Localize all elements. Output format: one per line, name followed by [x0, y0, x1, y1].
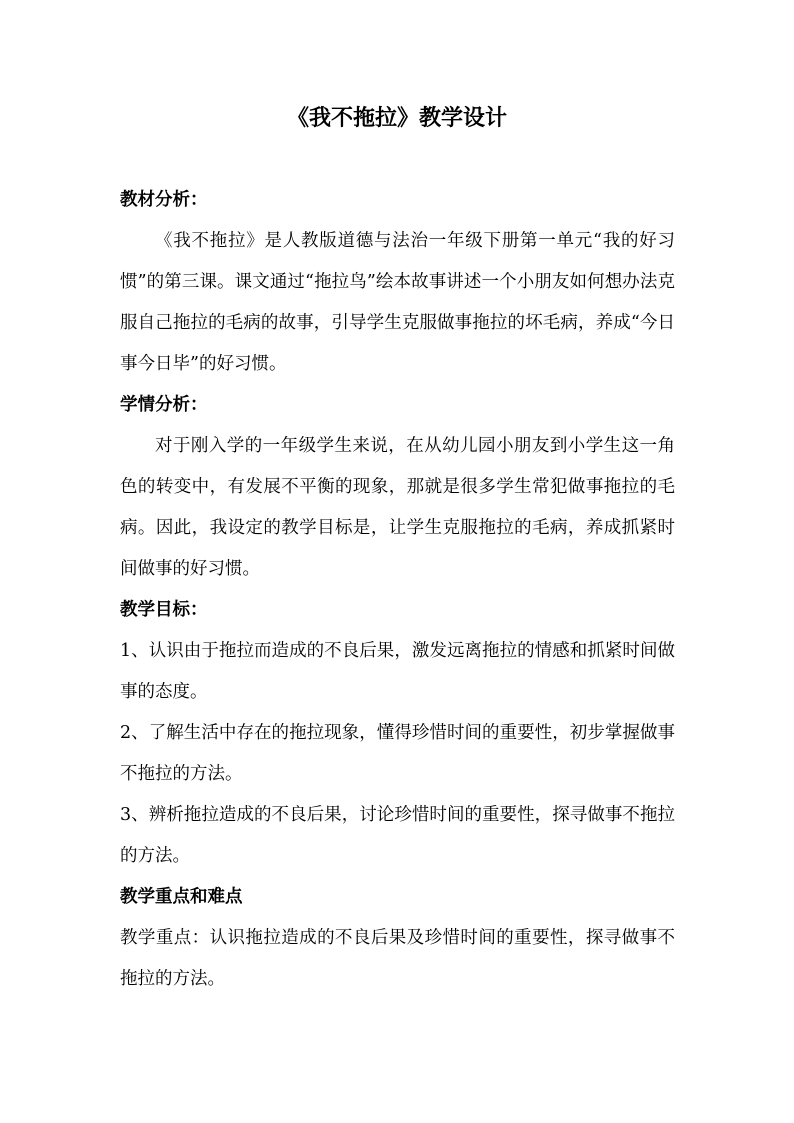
- document-body: [120, 180, 675, 1000]
- goal-item-3: 3、辨析拖拉造成的不良后果，讨论珍惜时间的重要性，探寻做事不拖拉的方法。: [120, 805, 675, 866]
- goal-item-2: 2、了解生活中存在的拖拉现象，懂得珍惜时间的重要性，初步掌握做事不拖拉的方法。: [120, 723, 675, 784]
- key-point-paragraph: 教学重点：认识拖拉造成的不良后果及珍惜时间的重要性，探寻做事不拖拉的方法。: [120, 928, 675, 989]
- section-heading-key-points: 教学重点和难点: [120, 887, 243, 907]
- section-paragraph: 对于刚入学的一年级学生来说，在从幼儿园小朋友到小学生这一角色的转变中，有发展不平衡的现象，那就是很多学生常犯做事拖拉的毛病。因此，我设定的教学目标是，让学生克服拖拉的毛病，养成抓紧时间做事的好习惯。: [120, 436, 675, 579]
- document-title: 《我不拖拉》教学设计: [286, 105, 507, 131]
- goal-item-1: 1、认识由于拖拉而造成的不良后果，激发远离拖拉的情感和抓紧时间做事的态度。: [120, 641, 675, 702]
- section-heading-student-analysis: 学情分析：: [120, 395, 208, 415]
- section-paragraph: 《我不拖拉》是人教版道德与法治一年级下册第一单元“我的好习惯”的第三课。课文通过“拖拉鸟”绘本故事讲述一个小朋友如何想办法克服自己拖拉的毛病的故事，引导学生克服做事拖拉的坏毛病，养成“今日事今日毕”的好习惯。: [120, 231, 675, 374]
- section-heading-teaching-goals: 教学目标：: [120, 600, 208, 620]
- section-heading-textbook-analysis: 教材分析：: [120, 190, 208, 210]
